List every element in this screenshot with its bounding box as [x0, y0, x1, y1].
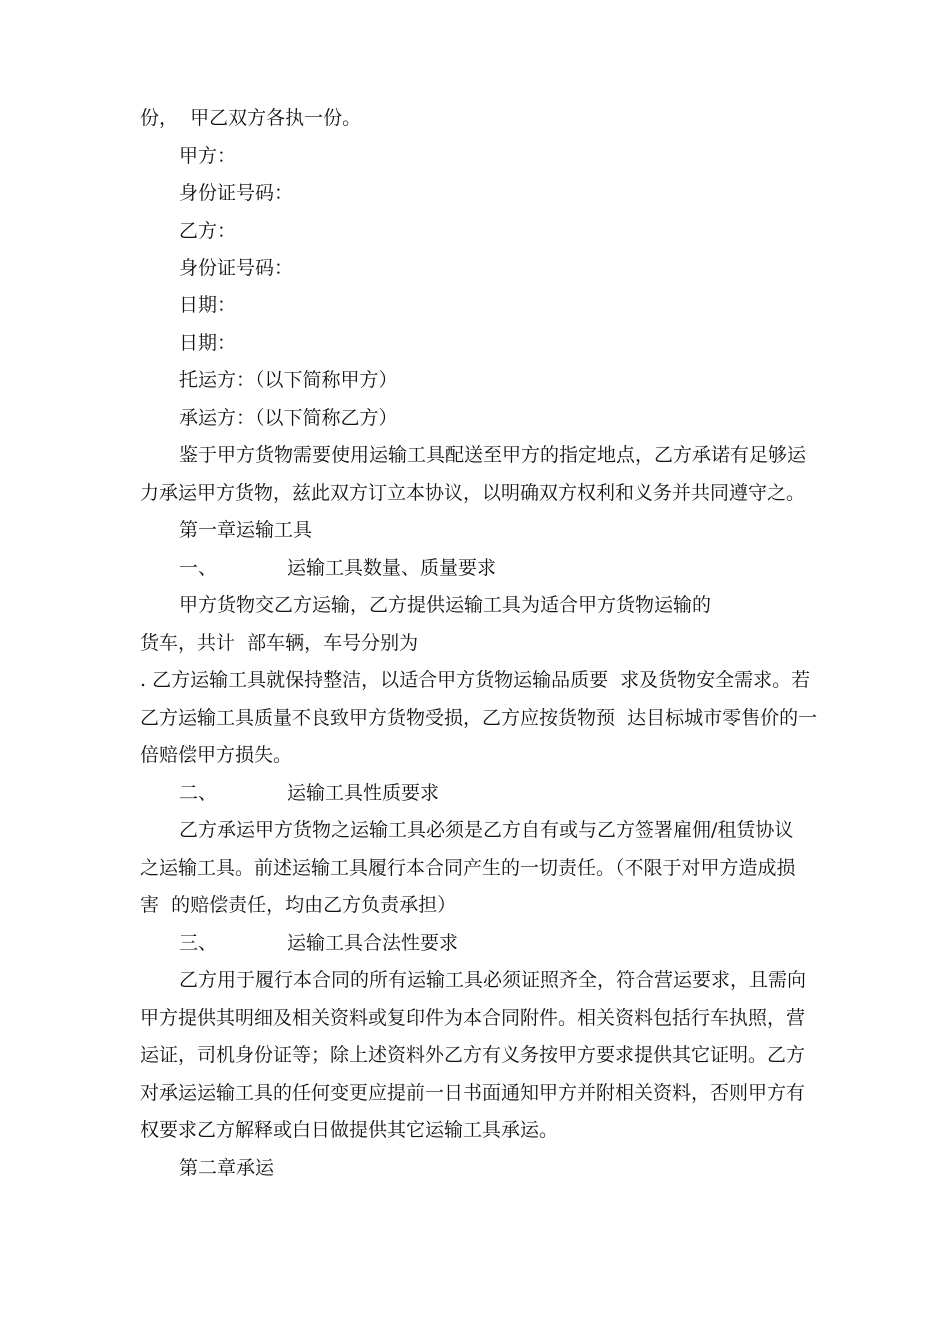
date-label: 日期：	[179, 294, 237, 316]
preamble-line: 力承运甲方货物，兹此双方订立本协议，以明确双方权利和义务并共同遵守之。	[140, 482, 806, 504]
section-heading	[179, 781, 439, 805]
text-line: 乙方运输工具质量不良致甲方货物受损，乙方应按货物预 达目标城市零售价的一	[140, 707, 818, 729]
text-line: 乙方用于履行本合同的所有运输工具必须证照齐全，符合营运要求，且需向	[179, 969, 807, 991]
section-heading	[179, 556, 496, 580]
text-line: 对承运运输工具的任何变更应提前一日书面通知甲方并附相关资料，否则甲方有	[140, 1082, 806, 1104]
section-number: 三、	[179, 932, 218, 954]
text-line: 乙方承运甲方货物之运输工具必须是乙方自有或与乙方签署雇佣/租赁协议	[179, 819, 794, 841]
section-heading	[179, 931, 458, 955]
text-line: 运证，司机身份证等；除上述资料外乙方有义务按甲方要求提供其它证明。乙方	[140, 1044, 806, 1066]
text-line: 权要求乙方解释或白日做提供其它运输工具承运。	[140, 1119, 559, 1141]
text-line: 甲方货物交乙方运输，乙方提供运输工具为适合甲方货物运输的	[179, 594, 712, 616]
text-line: 倍赔偿甲方损失。	[140, 744, 293, 766]
party-a-id-label: 身份证号码：	[179, 182, 294, 204]
preamble-line: 鉴于甲方货物需要使用运输工具配送至甲方的指定地点，乙方承诺有足够运	[179, 444, 807, 466]
shipper-line: 托运方：（以下简称甲方）	[179, 369, 398, 391]
section-title: 运输工具性质要求	[287, 782, 440, 804]
text-line: 甲方提供其明细及相关资料或复印件为本合同附件。相关资料包括行车执照，营	[140, 1007, 806, 1029]
section-number: 一、	[179, 557, 218, 579]
section-title: 运输工具合法性要求	[287, 932, 459, 954]
text-line: 货车，共计 部车辆，车号分别为	[140, 632, 419, 654]
text-line: 害 的赔偿责任，均由乙方负责承担）	[140, 894, 457, 916]
date-label: 日期：	[179, 332, 237, 354]
chapter-heading: 第二章承运	[179, 1157, 275, 1179]
party-a-label: 甲方：	[179, 145, 237, 167]
section-title: 运输工具数量、质量要求	[287, 557, 497, 579]
text-line: 之运输工具。前述运输工具履行本合同产生的一切责任。（不限于对甲方造成损	[140, 857, 796, 879]
section-number: 二、	[179, 782, 218, 804]
chapter-heading: 第一章运输工具	[179, 519, 313, 541]
text-line: 份， 甲乙双方各执一份。	[140, 107, 362, 129]
carrier-line: 承运方：（以下简称乙方）	[179, 407, 398, 429]
party-b-label: 乙方：	[179, 220, 237, 242]
text-line: . 乙方运输工具就保持整洁，以适合甲方货物运输品质要 求及货物安全需求。若	[140, 669, 811, 691]
party-b-id-label: 身份证号码：	[179, 257, 294, 279]
